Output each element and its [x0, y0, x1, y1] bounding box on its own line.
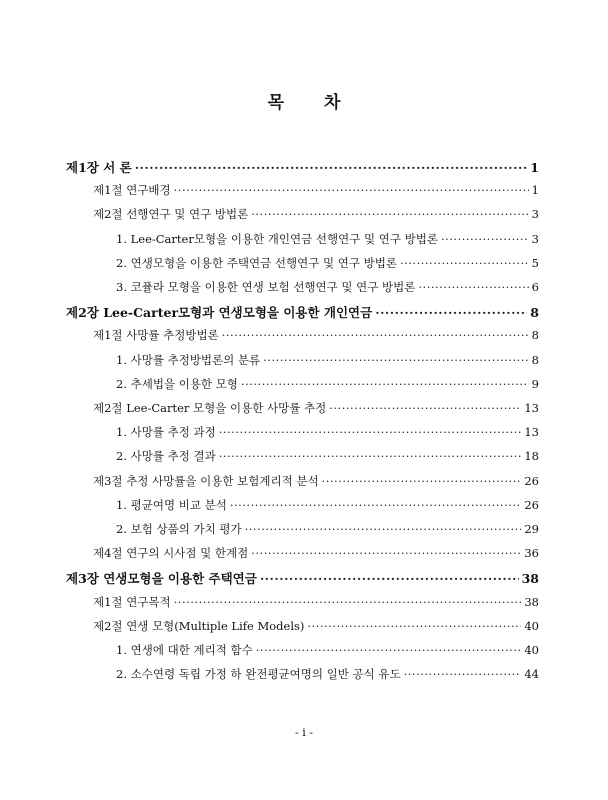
toc-entry-page: 8 [530, 305, 539, 321]
toc-entry-level-1 [66, 303, 539, 321]
toc-entry-page: 13 [524, 401, 539, 415]
toc-leader-dots [404, 667, 522, 681]
toc-entry-text: 2. 사망률 추정 결과 [116, 449, 216, 464]
toc-entry-page: 29 [524, 522, 539, 536]
toc-entry-level-2 [93, 618, 539, 634]
toc-entry-text: 2. 보험 상품의 가치 평가 [116, 522, 242, 536]
toc-entry-text: 제1절 연구목적 [93, 594, 171, 609]
toc-entry-page: 18 [524, 449, 539, 464]
toc-entry-level-3 [116, 448, 539, 464]
toc-leader-dots [241, 377, 529, 391]
toc-entry-text: 제1절 연구배경 [93, 183, 171, 198]
toc-entry-page: 9 [531, 376, 539, 391]
toc-entry-page: 5 [531, 255, 539, 270]
toc-entry-level-3 [116, 424, 539, 440]
toc-entry-level-2 [93, 206, 539, 222]
toc-entry-text: 1. Lee-Carter모형을 이용한 개인연금 선행연구 및 연구 방법론 [116, 231, 438, 246]
toc-entry-level-3 [116, 352, 539, 368]
toc-leader-dots [219, 449, 522, 463]
toc-leader-dots [260, 571, 519, 586]
toc-leader-dots [219, 425, 522, 439]
toc-entry-page: 40 [524, 618, 539, 633]
toc-entry-text: 제4절 연구의 시사점 및 한계점 [93, 546, 249, 561]
toc-entry-level-2 [93, 594, 539, 610]
toc-entry-text: 1. 사망률 추정 과정 [116, 425, 216, 440]
toc-title-right: 차 [324, 93, 341, 113]
toc-entry-text: 2. 소수연령 독립 가정 하 완전평균여명의 일반 공식 유도 [116, 667, 401, 682]
toc-entry-page: 1 [530, 160, 539, 175]
toc-entry-text: 제3장 연생모형을 이용한 주택연금 [66, 571, 257, 587]
toc-entry-text: 제2절 선행연구 및 연구 방법론 [93, 207, 249, 222]
toc-entry-level-3 [116, 279, 539, 295]
toc-leader-dots [256, 643, 522, 657]
toc-leader-dots [174, 595, 522, 609]
toc-leader-dots [418, 280, 528, 294]
toc-entry-level-3 [116, 497, 539, 513]
toc-entry-page: 8 [531, 352, 539, 367]
toc-entry-level-2 [93, 545, 539, 561]
toc-entry-level-3 [116, 376, 539, 392]
toc-entry-page: 3 [531, 231, 539, 246]
toc-title-left: 목 [267, 93, 284, 113]
toc-title [0, 88, 608, 113]
toc-entry-level-3 [116, 642, 539, 658]
toc-leader-dots [251, 546, 521, 560]
toc-leader-dots [174, 183, 529, 197]
toc-entry-level-2 [93, 182, 539, 198]
toc-leader-dots [230, 498, 522, 512]
toc-entry-page: 6 [531, 280, 539, 294]
toc-entry-page: 13 [524, 425, 539, 440]
toc-entry-level-3 [116, 255, 539, 271]
toc-leader-dots [135, 160, 528, 175]
toc-entry-page: 3 [531, 207, 539, 222]
toc-entry-page: 26 [524, 473, 539, 488]
toc-entry-level-3 [116, 521, 539, 537]
toc-entry-level-3 [116, 231, 539, 247]
toc-entry-level-2 [93, 473, 539, 489]
toc-leader-dots [263, 353, 529, 367]
toc-entry-text: 3. 코퓰라 모형을 이용한 연생 보험 선행연구 및 연구 방법론 [116, 280, 416, 294]
toc-entry-text: 제2절 Lee-Carter 모형을 이용한 사망률 추정 [93, 401, 327, 415]
toc-entry-page: 40 [524, 643, 539, 657]
toc-leader-dots [245, 522, 522, 536]
toc-leader-dots [322, 474, 522, 488]
toc-entry-level-2 [93, 327, 539, 343]
toc-leader-dots [222, 328, 529, 342]
toc-entry-level-1 [66, 158, 539, 176]
toc-leader-dots [329, 401, 521, 415]
toc-entry-text: 제1장 서 론 [66, 160, 132, 175]
toc-entry-text: 1. 평균여명 비교 분석 [116, 497, 227, 512]
toc-entry-page: 1 [531, 183, 539, 198]
toc-entry-text: 2. 추세법을 이용한 모형 [116, 376, 238, 391]
toc-entry-text: 2. 연생모형을 이용한 주택연금 선행연구 및 연구 방법론 [116, 255, 397, 270]
toc-entry-text: 제3절 추정 사망률을 이용한 보험계리적 분석 [93, 473, 319, 488]
toc-leader-dots [251, 207, 528, 221]
toc-entry-text: 1. 사망률 추정방법론의 분류 [116, 352, 261, 367]
page-number-footer: - i - [295, 726, 313, 739]
toc-entry-level-1 [66, 569, 539, 587]
toc-entry-page: 8 [531, 328, 539, 343]
toc-entry-text: 제2장 Lee-Carter모형과 연생모형을 이용한 개인연금 [66, 305, 373, 321]
toc-entry-page: 38 [521, 571, 539, 587]
toc-entry-text: 제1절 사망률 추정방법론 [93, 328, 219, 343]
toc-entry-page: 36 [524, 546, 539, 561]
toc-leader-dots [375, 305, 527, 320]
toc-entry-text: 1. 연생에 대한 계리적 함수 [116, 643, 253, 657]
toc-leader-dots [307, 619, 521, 633]
toc-entry-page: 38 [524, 594, 539, 609]
toc-leader-dots [441, 232, 529, 246]
toc-entry-level-2 [93, 400, 539, 416]
toc-entry-text: 제2절 연생 모형(Multiple Life Models) [93, 618, 305, 633]
toc-leader-dots [400, 256, 529, 270]
toc-entry-page: 26 [524, 497, 539, 512]
toc-entry-level-3 [116, 666, 539, 682]
toc-entry-page: 44 [524, 667, 539, 682]
